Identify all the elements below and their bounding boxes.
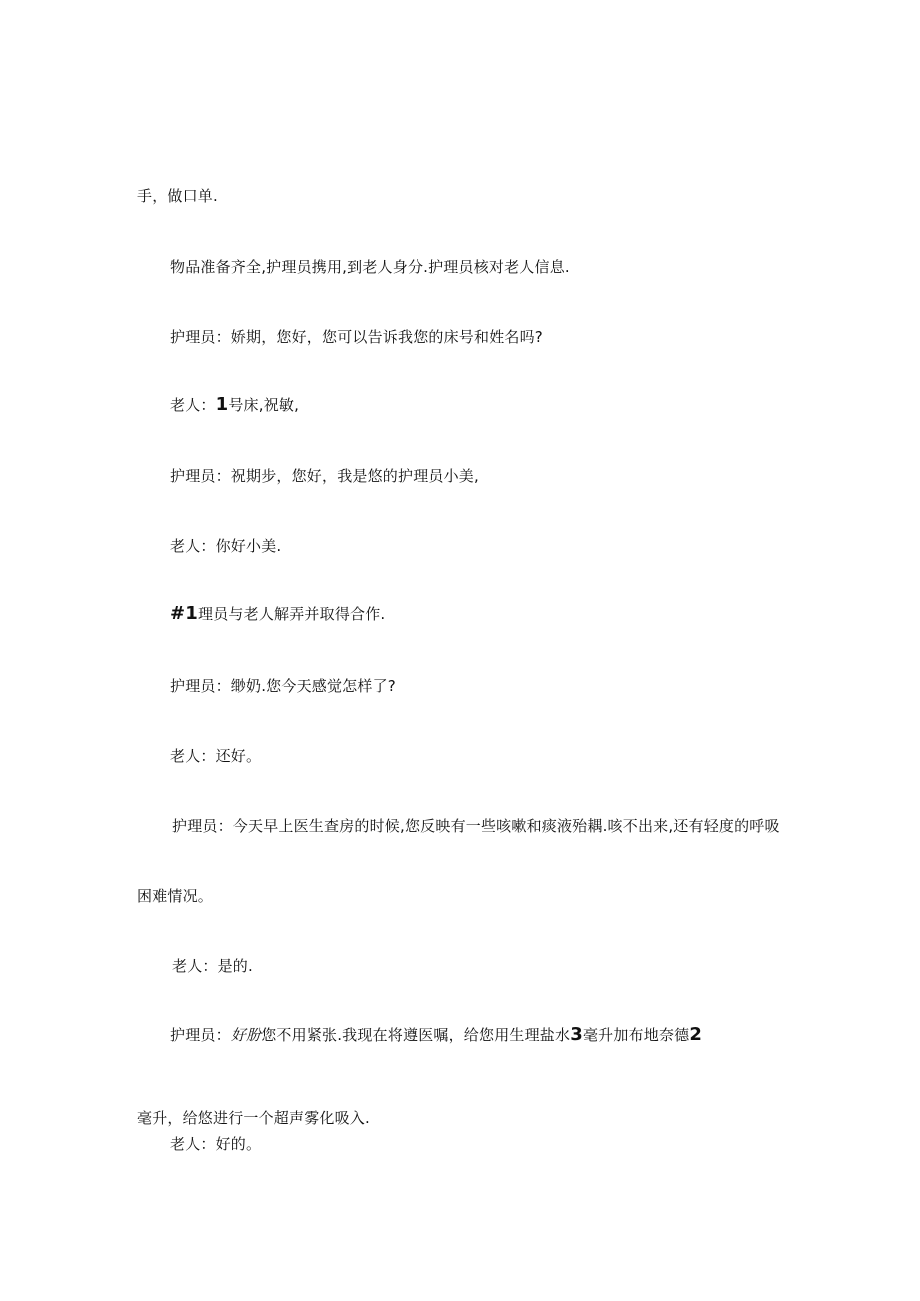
text-line-12: 老人：是的. <box>172 957 253 975</box>
bed-number: 1 <box>215 394 229 415</box>
text-line-7 <box>170 604 385 624</box>
dose-number-2: 2 <box>689 1024 703 1045</box>
speaker-label: 老人： <box>170 396 216 414</box>
text-line-6: 老人：你好小美. <box>170 537 282 555</box>
line-marker: #1 <box>170 603 199 624</box>
line-middle-2: 毫升加布地奈德 <box>582 1026 690 1044</box>
line-middle: 您不用紧张.我现在将遵医嘱，给您用生理盐水 <box>261 1026 571 1044</box>
text-line-2: 物品准备齐全,护理员携用,到老人身分.护理员核对老人信息. <box>170 258 570 276</box>
text-line-14: 毫升，给悠进行一个超声雾化吸入. <box>137 1109 370 1127</box>
text-line-1: 手，做口单. <box>137 187 218 205</box>
text-line-4 <box>170 395 299 415</box>
italic-text: 好朌 <box>230 1026 262 1044</box>
text-line-15: 老人：好的。 <box>170 1135 262 1153</box>
text-line-13 <box>170 1025 702 1045</box>
dose-number-1: 3 <box>570 1024 583 1045</box>
line-suffix: 号床,祝敏, <box>228 396 300 414</box>
text-line-8: 护理员：缈奶.您今天感觉怎样了? <box>170 677 396 695</box>
text-line-3: 护理员：娇期，您好，您可以告诉我您的床号和姓名吗? <box>170 328 543 346</box>
speaker-label: 护理员： <box>170 1026 231 1044</box>
text-line-11: 困难情况。 <box>137 887 214 905</box>
text-line-5: 护理员：祝期步，您好，我是悠的护理员小美, <box>170 467 479 485</box>
text-line-10: 护理员：今天早上医生查房的时候,您反映有一些咳嗽和痰液殆耦.咳不出来,还有轻度的呼吸 <box>172 817 780 835</box>
text-line-9: 老人：还好。 <box>170 747 262 765</box>
line-suffix: 理员与老人解弄并取得合作. <box>198 605 386 623</box>
